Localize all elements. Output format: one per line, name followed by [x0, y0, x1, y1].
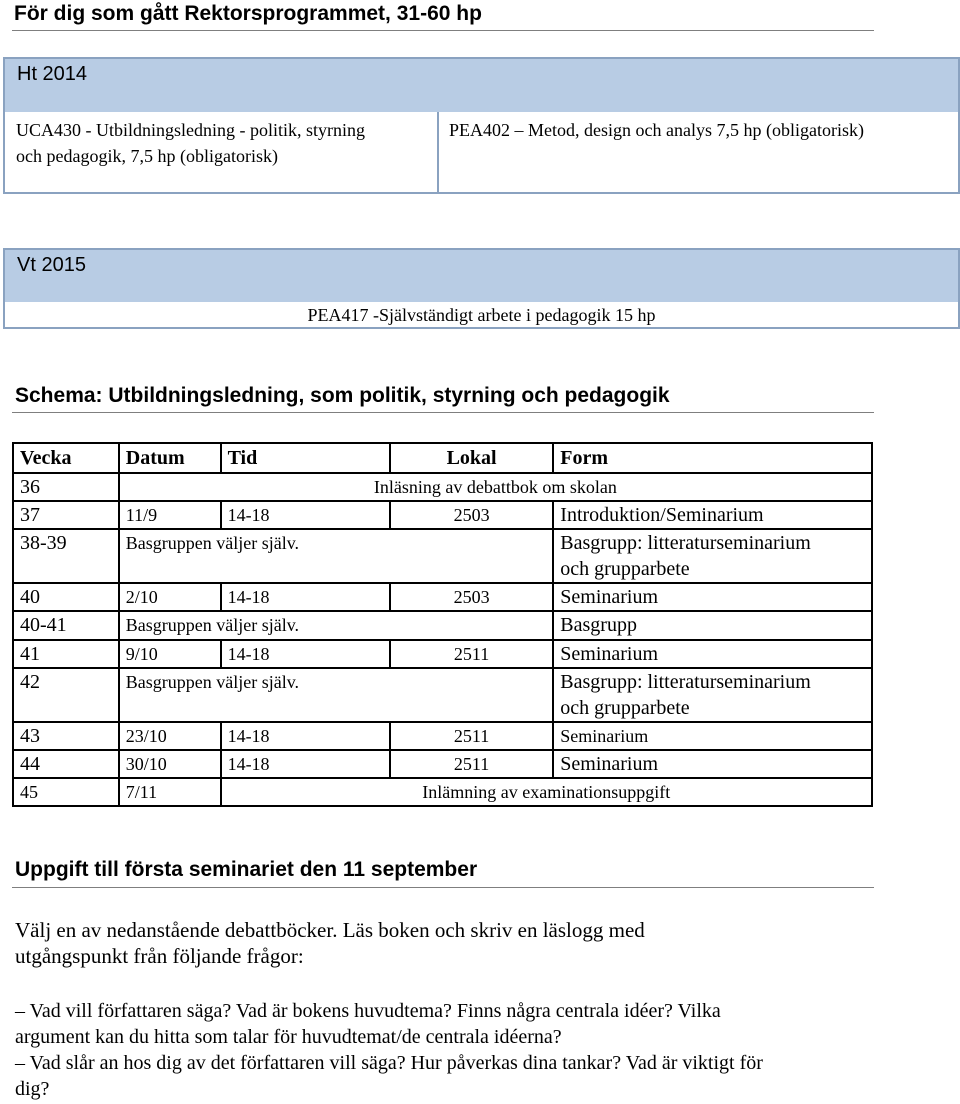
cell-datum: 23/10 — [119, 722, 221, 750]
cell-lokal: 2503 — [390, 501, 553, 529]
question-1-line2: argument kan du hitta som talar för huvudtemat/de centrala idéerna? — [15, 1026, 562, 1048]
header-datum: Datum — [119, 443, 221, 473]
cell-vecka: 44 — [13, 750, 119, 778]
table-row — [13, 750, 872, 778]
cell-span: Inlämning av examinationsuppgift — [221, 778, 872, 806]
title-divider — [12, 30, 874, 31]
cell-form: Seminarium — [553, 583, 872, 611]
table-row — [13, 529, 872, 583]
ht2014-box — [3, 57, 960, 194]
question-2-line2: dig? — [15, 1078, 50, 1100]
table-row — [13, 640, 872, 668]
cell-tid: 14-18 — [221, 583, 390, 611]
cell-vecka: 40-41 — [13, 611, 119, 640]
cell-form: Basgrupp — [553, 611, 872, 640]
question-2-line1: – Vad slår an hos dig av det författaren vill säga? Hur påverkas dina tankar? Vad är viktigt för — [15, 1052, 763, 1074]
cell-vecka: 37 — [13, 501, 119, 529]
schedule-title-divider — [12, 412, 874, 413]
cell-lokal: 2511 — [390, 722, 553, 750]
cell-tid: 14-18 — [221, 501, 390, 529]
assignment-intro-line1: Välj en av nedanstående debattböcker. Läs boken och skriv en läslogg med — [15, 918, 645, 942]
vt2015-term-label: Vt 2015 — [17, 254, 86, 276]
schedule-title: Schema: Utbildningsledning, som politik, styrning och pedagogik — [15, 384, 670, 407]
table-row — [13, 501, 872, 529]
cell-lokal: 2511 — [390, 640, 553, 668]
table-row — [13, 722, 872, 750]
header-form: Form — [553, 443, 872, 473]
cell-vecka: 43 — [13, 722, 119, 750]
schedule-table — [12, 442, 873, 807]
table-row — [13, 611, 872, 640]
cell-tid: 14-18 — [221, 640, 390, 668]
assignment-title: Uppgift till första seminariet den 11 september — [15, 858, 478, 881]
cell-vecka: 40 — [13, 583, 119, 611]
header-lokal: Lokal — [390, 443, 553, 473]
cell-tid: 14-18 — [221, 722, 390, 750]
cell-form: Seminarium — [553, 640, 872, 668]
cell-form-line2: och grupparbete — [560, 697, 690, 719]
vt2015-term-band — [5, 250, 958, 302]
ht2014-course-uca430-line2: och pedagogik, 7,5 hp (obligatorisk) — [16, 146, 278, 166]
assignment-title-divider — [12, 887, 874, 888]
cell-note: Basgruppen väljer själv. — [119, 611, 554, 640]
cell-note: Basgruppen väljer själv. — [119, 668, 554, 722]
ht2014-term-band — [5, 59, 958, 112]
cell-datum: 7/11 — [119, 778, 221, 806]
cell-form-line1: Basgrupp: litteraturseminarium — [560, 671, 811, 693]
cell-vecka: 38-39 — [13, 529, 119, 583]
assignment-intro-line2: utgångspunkt från följande frågor: — [15, 944, 304, 968]
vt2015-box — [3, 248, 960, 329]
cell-datum: 30/10 — [119, 750, 221, 778]
assignment-intro — [15, 917, 945, 969]
cell-form-line1: Basgrupp: litteraturseminarium — [560, 532, 811, 554]
cell-tid: 14-18 — [221, 750, 390, 778]
table-row — [13, 583, 872, 611]
cell-form-line2: och grupparbete — [560, 558, 690, 580]
cell-datum: 9/10 — [119, 640, 221, 668]
cell-vecka: 41 — [13, 640, 119, 668]
ht2014-course-pea402: PEA402 – Metod, design och analys 7,5 hp (obligatorisk) — [449, 120, 864, 140]
table-row — [13, 668, 872, 722]
cell-form — [553, 529, 872, 583]
cell-form — [553, 668, 872, 722]
ht2014-term-label: Ht 2014 — [17, 63, 88, 85]
assignment-questions — [15, 998, 950, 1102]
cell-note: Basgruppen väljer själv. — [119, 529, 554, 583]
ht2014-course-uca430-line1: UCA430 - Utbildningsledning - politik, styrning — [16, 120, 365, 140]
cell-form: Seminarium — [553, 722, 872, 750]
cell-vecka: 45 — [13, 778, 119, 806]
cell-vecka: 42 — [13, 668, 119, 722]
table-header-row — [13, 443, 872, 473]
header-vecka: Vecka — [13, 443, 119, 473]
table-row — [13, 778, 872, 806]
table-row — [13, 473, 872, 501]
cell-lokal: 2511 — [390, 750, 553, 778]
header-tid: Tid — [221, 443, 390, 473]
question-1-line1: – Vad vill författaren säga? Vad är bokens huvudtema? Finns några centrala idéer? Vilka — [15, 1000, 721, 1022]
cell-form: Seminarium — [553, 750, 872, 778]
cell-datum: 2/10 — [119, 583, 221, 611]
cell-lokal: 2503 — [390, 583, 553, 611]
ht2014-column-divider — [437, 112, 439, 194]
ht2014-course-uca430 — [16, 117, 436, 169]
vt2015-course-pea417: PEA417 -Självständigt arbete i pedagogik 15 hp — [307, 305, 656, 325]
cell-datum: 11/9 — [119, 501, 221, 529]
cell-form: Introduktion/Seminarium — [553, 501, 872, 529]
cell-span: Inläsning av debattbok om skolan — [119, 473, 872, 501]
page-title: För dig som gått Rektorsprogrammet, 31-60 hp — [14, 2, 482, 25]
cell-vecka: 36 — [13, 473, 119, 501]
